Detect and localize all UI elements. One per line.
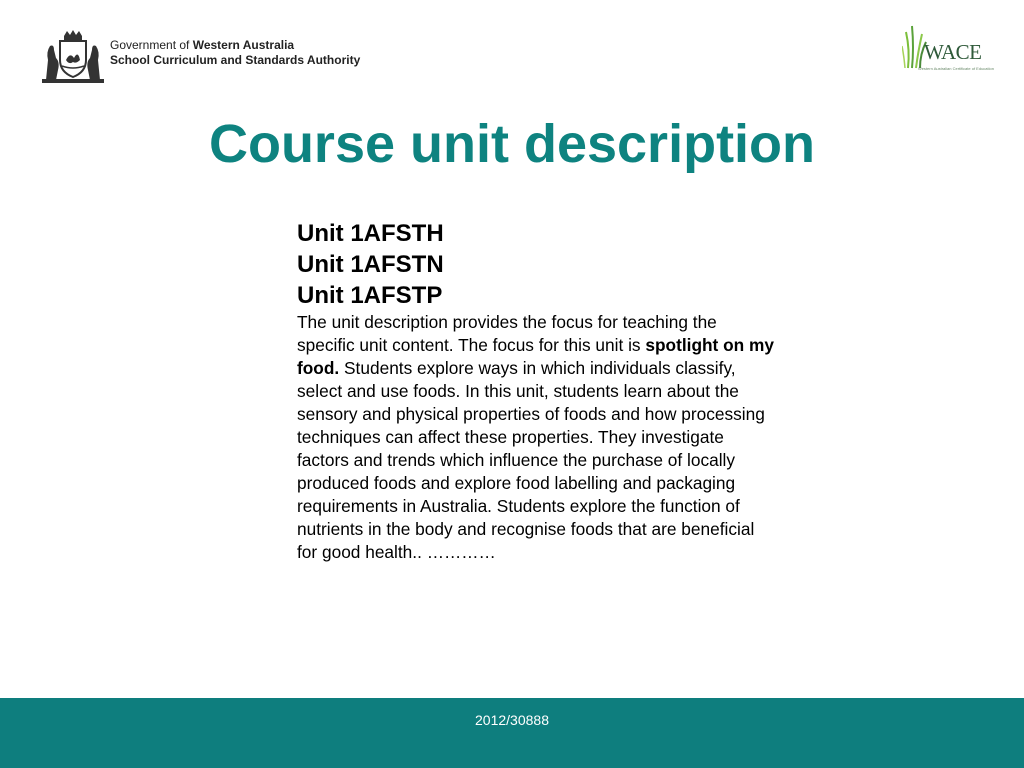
gov-line1-state: Western Australia bbox=[192, 38, 295, 52]
wa-coat-of-arms-icon bbox=[40, 30, 106, 84]
description-part2: Students explore ways in which individuals classify, select and use foods. In this unit, students learn about the sensory and physical properties of foods and how processing techniques can affect these properties. They investigate factors and trends which influence the purchase of locally produced foods and explore food labelling and packaging requirements in Australia. Students explore the function of nutrients in the body and recognise foods that are beneficial for good health.. ………… bbox=[297, 358, 765, 562]
unit-code-2: Unit 1AFSTN bbox=[297, 251, 444, 278]
wace-logo-text: WACE bbox=[924, 40, 982, 64]
wace-logo-subtitle: Western Australian Certificate of Education bbox=[918, 66, 994, 71]
unit-code-3: Unit 1AFSTP bbox=[297, 282, 443, 309]
gov-line1-prefix: Government of bbox=[110, 38, 193, 52]
government-text bbox=[110, 38, 360, 68]
authority-name: School Curriculum and Standards Authority bbox=[110, 53, 361, 67]
slide-footer bbox=[0, 698, 1024, 768]
description-focus: spotlight on my food. bbox=[297, 335, 774, 378]
unit-description-block bbox=[297, 218, 777, 564]
slide-title: Course unit description bbox=[208, 114, 816, 174]
document-code: 2012/30888 bbox=[475, 712, 549, 728]
unit-code-1: Unit 1AFSTH bbox=[297, 220, 444, 247]
description-part1: The unit description provides the focus for teaching the specific unit content. The focus for this unit is bbox=[297, 312, 717, 355]
unit-description-text bbox=[297, 311, 777, 564]
slide-header bbox=[0, 0, 1024, 100]
